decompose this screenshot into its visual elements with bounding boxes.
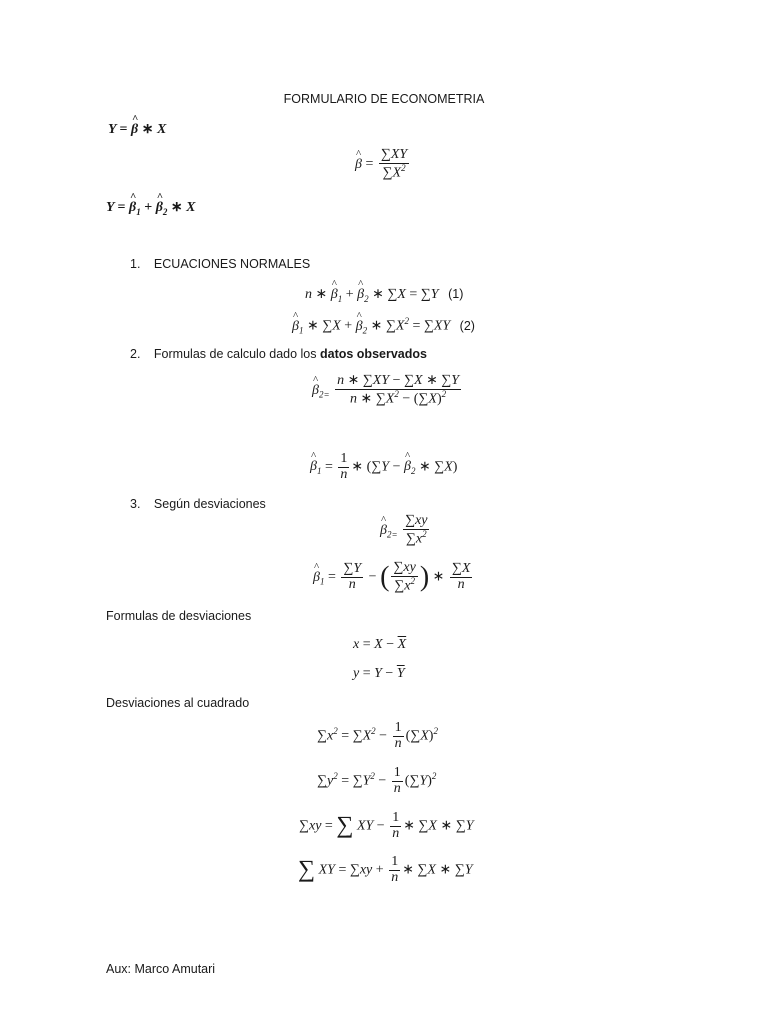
equation-tag-1: (1) <box>448 287 464 301</box>
section-2-heading <box>130 347 427 361</box>
formula-sum-xy: ∑xy = ∑ XY − $\frac{1}{n}$ ∗ ∑X ∗ ∑Y <box>299 810 474 841</box>
footer-author: Aux: Marco Amutari <box>106 962 216 976</box>
formula-sum-y-squared: $\sum y^2 = \sum Y^2$ − $\frac{1}{n}$ $(\sum Y)^2$ <box>317 765 437 796</box>
formula-y-deviation: $y = Y - \overline{Y}$ <box>353 666 405 681</box>
section-3-heading <box>130 497 266 511</box>
formula-beta1-deviations: ^ $\beta_1$ = $\frac{\sum Y}{n}$ − ( $\frac{\sum xy}{\sum x^2}$ ) ∗ $\frac{\sum X}{n}$ <box>313 561 474 594</box>
section-2-label-bold: datos observados <box>319 347 427 361</box>
formula-beta-hat: ^ β = $\frac{\sum XY}{\sum X^2}$ <box>355 148 411 181</box>
formula-beta1-observed: ^ $\beta_1$ = $\frac{1}{n}$ ∗ (∑Y − ^ $\beta_2$ ∗ ∑X) <box>310 452 457 482</box>
page-title: FORMULARIO DE ECONOMETRIA <box>283 92 485 106</box>
section-1-label: ECUACIONES NORMALES <box>153 257 311 271</box>
section-2-label: Formulas de calculo dado los <box>153 347 320 361</box>
formula-sum-x-squared: $\sum x^2 = \sum X^2$ − $\frac{1}{n}$ $(\sum X)^2$ <box>317 720 438 751</box>
formula-sum-XY: ∑ XY = ∑xy + $\frac{1}{n}$ ∗ ∑X ∗ ∑Y <box>298 854 473 885</box>
normal-equation-2: ^ $\beta_1$ ∗ ∑X + ^ $\beta_2$ ∗ $\sum X^2 = \sum XY$ (2) <box>292 316 475 335</box>
formula-beta2-observed: ^ $\beta_{2=}$ $\frac{n ∗ \sum XY - \sum X ∗ \sum Y}{n ∗ \sum X^2 - (\sum X)^2}$ <box>312 374 463 407</box>
equation-tag-2: (2) <box>459 318 475 333</box>
squared-deviations-heading: Desviaciones al cuadrado <box>106 696 250 710</box>
formula-simple-model: Y = ^ β ∗ X <box>108 121 166 138</box>
normal-equation-1: n ∗ ^ $\beta_1$ + ^ $\beta_2$ ∗ ∑X = ∑Y (1) <box>305 286 463 304</box>
formula-two-parameter-model: Y = ^ $\beta_1$ + ^ $\beta_2$ ∗ X <box>106 199 195 217</box>
section-1-heading <box>130 257 310 271</box>
section-2-number: 2. <box>130 347 141 361</box>
section-3-number: 3. <box>130 497 141 511</box>
formula-x-deviation: $x = X - \overline{X}$ <box>353 637 407 652</box>
deviation-formulas-heading: Formulas de desviaciones <box>106 609 252 623</box>
section-1-number: 1. <box>130 257 141 271</box>
formula-beta2-deviations: ^ $\beta_{2=}$ $\frac{\sum xy}{\sum x^2}$ <box>380 514 431 547</box>
section-3-label: Según desviaciones <box>153 497 266 511</box>
